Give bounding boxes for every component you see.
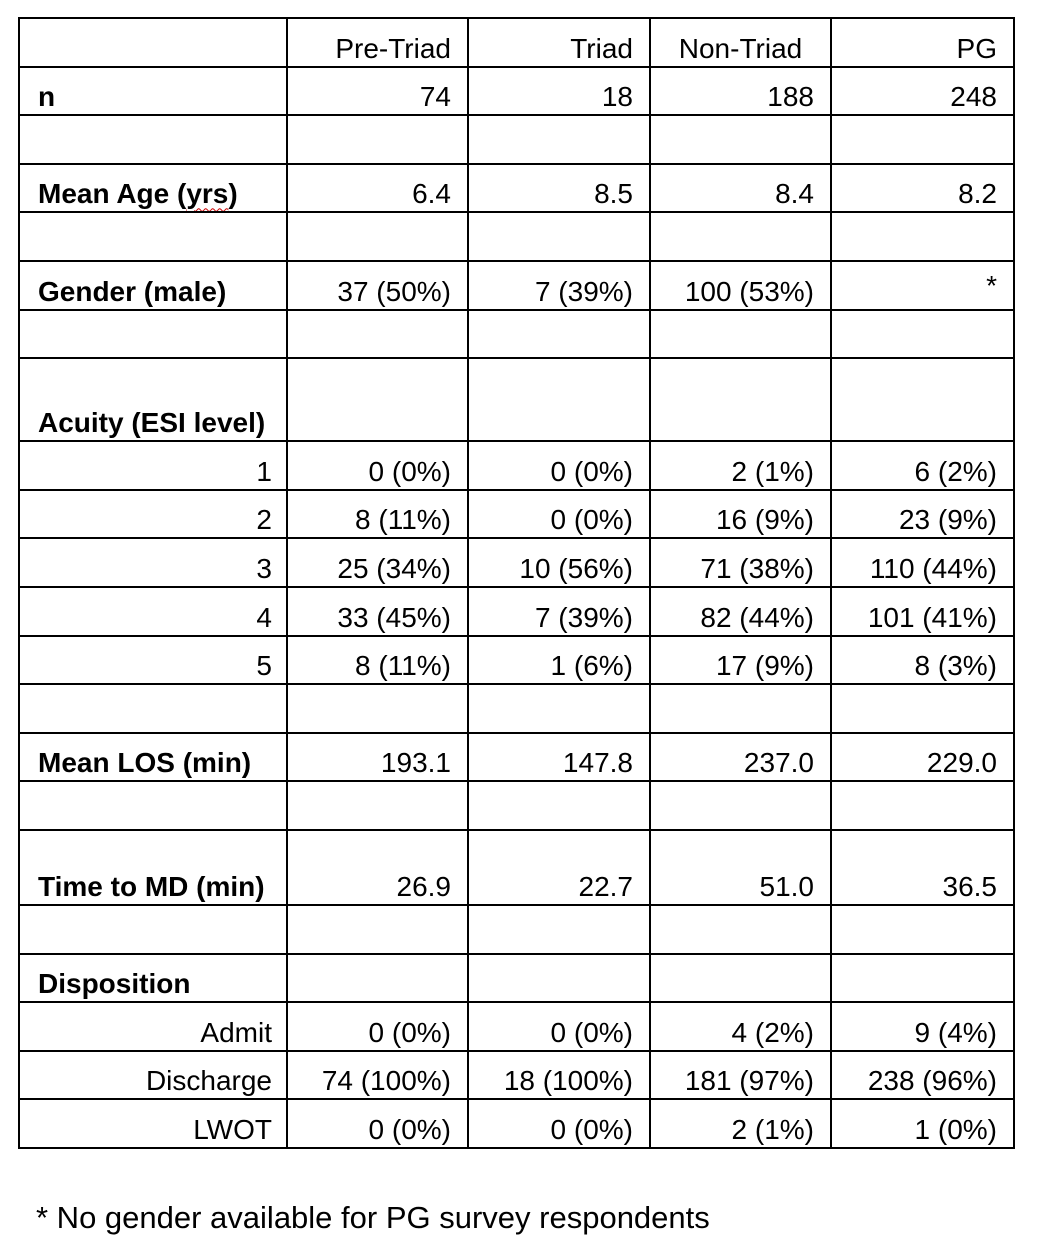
cell-pg: 6 (2%) bbox=[831, 441, 1014, 490]
cell-pg: 1 (0%) bbox=[831, 1099, 1014, 1148]
data-row bbox=[19, 67, 1014, 116]
cell-triad: 22.7 bbox=[468, 830, 650, 905]
cell-pg: 248 bbox=[831, 67, 1014, 116]
cell-non-triad: 181 (97%) bbox=[650, 1051, 831, 1100]
cell-pre-triad: 8 (11%) bbox=[287, 636, 468, 685]
footnote-marker: * bbox=[986, 269, 997, 301]
cell-triad bbox=[468, 954, 650, 1003]
cell-pg: 238 (96%) bbox=[831, 1051, 1014, 1100]
cell-pre-triad: 74 (100%) bbox=[287, 1051, 468, 1100]
cell-pg: 101 (41%) bbox=[831, 587, 1014, 636]
cell-pre-triad bbox=[287, 358, 468, 441]
row-label: Time to MD (min) bbox=[19, 830, 287, 905]
blank-cell bbox=[19, 905, 287, 954]
cell-non-triad: 4 (2%) bbox=[650, 1002, 831, 1051]
blank-cell bbox=[19, 781, 287, 830]
header-cell-pre-triad: Pre-Triad bbox=[287, 18, 468, 67]
cell-pre-triad: 33 (45%) bbox=[287, 587, 468, 636]
blank-cell bbox=[287, 781, 468, 830]
cell-pre-triad: 74 bbox=[287, 67, 468, 116]
cell-non-triad: 2 (1%) bbox=[650, 1099, 831, 1148]
cell-pre-triad: 37 (50%) bbox=[287, 261, 468, 310]
cell-pre-triad: 26.9 bbox=[287, 830, 468, 905]
cell-pre-triad: 0 (0%) bbox=[287, 1002, 468, 1051]
header-cell-triad: Triad bbox=[468, 18, 650, 67]
header-cell-non-triad: Non-Triad bbox=[650, 18, 831, 67]
cell-triad: 7 (39%) bbox=[468, 261, 650, 310]
row-label: Acuity (ESI level) bbox=[19, 358, 287, 441]
blank-cell bbox=[831, 115, 1014, 164]
sub-row-label: 1 bbox=[19, 441, 287, 490]
cell-pg: 8.2 bbox=[831, 164, 1014, 213]
cell-triad: 0 (0%) bbox=[468, 490, 650, 539]
cell-triad bbox=[468, 358, 650, 441]
cell-non-triad: 51.0 bbox=[650, 830, 831, 905]
cell-pg: 36.5 bbox=[831, 830, 1014, 905]
sub-row-label: 3 bbox=[19, 538, 287, 587]
blank-cell bbox=[468, 115, 650, 164]
sub-row-label: LWOT bbox=[19, 1099, 287, 1148]
footnote: * No gender available for PG survey respondents bbox=[36, 1200, 710, 1235]
spellcheck-marked-word: yrs bbox=[186, 178, 229, 210]
cell-non-triad: 100 (53%) bbox=[650, 261, 831, 310]
blank-cell bbox=[831, 212, 1014, 261]
statistics-table bbox=[18, 17, 1015, 1149]
cell-non-triad: 2 (1%) bbox=[650, 441, 831, 490]
cell-triad: 0 (0%) bbox=[468, 1002, 650, 1051]
blank-cell bbox=[287, 905, 468, 954]
data-row bbox=[19, 164, 1014, 213]
section-row bbox=[19, 954, 1014, 1003]
cell-pre-triad: 0 (0%) bbox=[287, 1099, 468, 1148]
blank-cell bbox=[468, 905, 650, 954]
data-row bbox=[19, 261, 1014, 310]
cell-pg bbox=[831, 358, 1014, 441]
cell-non-triad: 237.0 bbox=[650, 733, 831, 782]
row-label: Gender (male) bbox=[19, 261, 287, 310]
cell-triad: 8.5 bbox=[468, 164, 650, 213]
cell-triad: 18 bbox=[468, 67, 650, 116]
cell-pg: 9 (4%) bbox=[831, 1002, 1014, 1051]
sub-row bbox=[19, 441, 1014, 490]
blank-cell bbox=[831, 905, 1014, 954]
blank-cell bbox=[650, 115, 831, 164]
data-row bbox=[19, 830, 1014, 905]
sub-row-label: Admit bbox=[19, 1002, 287, 1051]
blank-cell bbox=[19, 684, 287, 733]
blank-cell bbox=[831, 684, 1014, 733]
cell-pre-triad: 25 (34%) bbox=[287, 538, 468, 587]
blank-cell bbox=[19, 310, 287, 359]
cell-pg: 110 (44%) bbox=[831, 538, 1014, 587]
cell-non-triad: 16 (9%) bbox=[650, 490, 831, 539]
row-label: Disposition bbox=[19, 954, 287, 1003]
blank-row bbox=[19, 781, 1014, 830]
cell-triad: 1 (6%) bbox=[468, 636, 650, 685]
section-row bbox=[19, 358, 1014, 441]
sub-row bbox=[19, 490, 1014, 539]
cell-non-triad bbox=[650, 358, 831, 441]
sub-row bbox=[19, 636, 1014, 685]
cell-triad: 0 (0%) bbox=[468, 1099, 650, 1148]
table-body bbox=[19, 18, 1014, 1148]
data-row bbox=[19, 733, 1014, 782]
cell-non-triad: 71 (38%) bbox=[650, 538, 831, 587]
blank-cell bbox=[650, 212, 831, 261]
row-label-start: Mean Age ( bbox=[38, 178, 187, 210]
blank-row bbox=[19, 115, 1014, 164]
cell-pg bbox=[831, 954, 1014, 1003]
blank-cell bbox=[287, 115, 468, 164]
sub-row bbox=[19, 587, 1014, 636]
row-label: Mean LOS (min) bbox=[19, 733, 287, 782]
cell-pre-triad: 6.4 bbox=[287, 164, 468, 213]
blank-cell bbox=[287, 212, 468, 261]
cell-triad: 0 (0%) bbox=[468, 441, 650, 490]
cell-pg: 8 (3%) bbox=[831, 636, 1014, 685]
sub-row-label: 2 bbox=[19, 490, 287, 539]
sub-row-label: Discharge bbox=[19, 1051, 287, 1100]
cell-pre-triad: 8 (11%) bbox=[287, 490, 468, 539]
blank-row bbox=[19, 212, 1014, 261]
blank-cell bbox=[19, 212, 287, 261]
sub-row-label: 5 bbox=[19, 636, 287, 685]
blank-row bbox=[19, 310, 1014, 359]
cell-non-triad: 82 (44%) bbox=[650, 587, 831, 636]
row-label: n bbox=[19, 67, 287, 116]
blank-cell bbox=[19, 115, 287, 164]
sub-row bbox=[19, 1051, 1014, 1100]
blank-cell bbox=[650, 684, 831, 733]
header-cell-empty bbox=[19, 18, 287, 67]
blank-cell bbox=[831, 310, 1014, 359]
row-label bbox=[19, 164, 287, 213]
blank-cell bbox=[287, 310, 468, 359]
cell-non-triad bbox=[650, 954, 831, 1003]
blank-cell bbox=[468, 212, 650, 261]
cell-pg bbox=[831, 261, 1014, 310]
header-cell-pg: PG bbox=[831, 18, 1014, 67]
sub-row-label: 4 bbox=[19, 587, 287, 636]
sub-row bbox=[19, 538, 1014, 587]
cell-pg: 229.0 bbox=[831, 733, 1014, 782]
header-row bbox=[19, 18, 1014, 67]
blank-cell bbox=[468, 310, 650, 359]
blank-cell bbox=[650, 781, 831, 830]
blank-cell bbox=[831, 781, 1014, 830]
blank-cell bbox=[650, 310, 831, 359]
cell-pre-triad: 0 (0%) bbox=[287, 441, 468, 490]
cell-pre-triad bbox=[287, 954, 468, 1003]
cell-triad: 18 (100%) bbox=[468, 1051, 650, 1100]
row-label-end: ) bbox=[228, 178, 238, 210]
cell-triad: 147.8 bbox=[468, 733, 650, 782]
cell-non-triad: 188 bbox=[650, 67, 831, 116]
cell-non-triad: 8.4 bbox=[650, 164, 831, 213]
sub-row bbox=[19, 1099, 1014, 1148]
blank-row bbox=[19, 684, 1014, 733]
blank-cell bbox=[468, 781, 650, 830]
blank-row bbox=[19, 905, 1014, 954]
cell-pg: 23 (9%) bbox=[831, 490, 1014, 539]
cell-triad: 10 (56%) bbox=[468, 538, 650, 587]
blank-cell bbox=[650, 905, 831, 954]
cell-non-triad: 17 (9%) bbox=[650, 636, 831, 685]
sub-row bbox=[19, 1002, 1014, 1051]
blank-cell bbox=[287, 684, 468, 733]
cell-triad: 7 (39%) bbox=[468, 587, 650, 636]
cell-pre-triad: 193.1 bbox=[287, 733, 468, 782]
blank-cell bbox=[468, 684, 650, 733]
